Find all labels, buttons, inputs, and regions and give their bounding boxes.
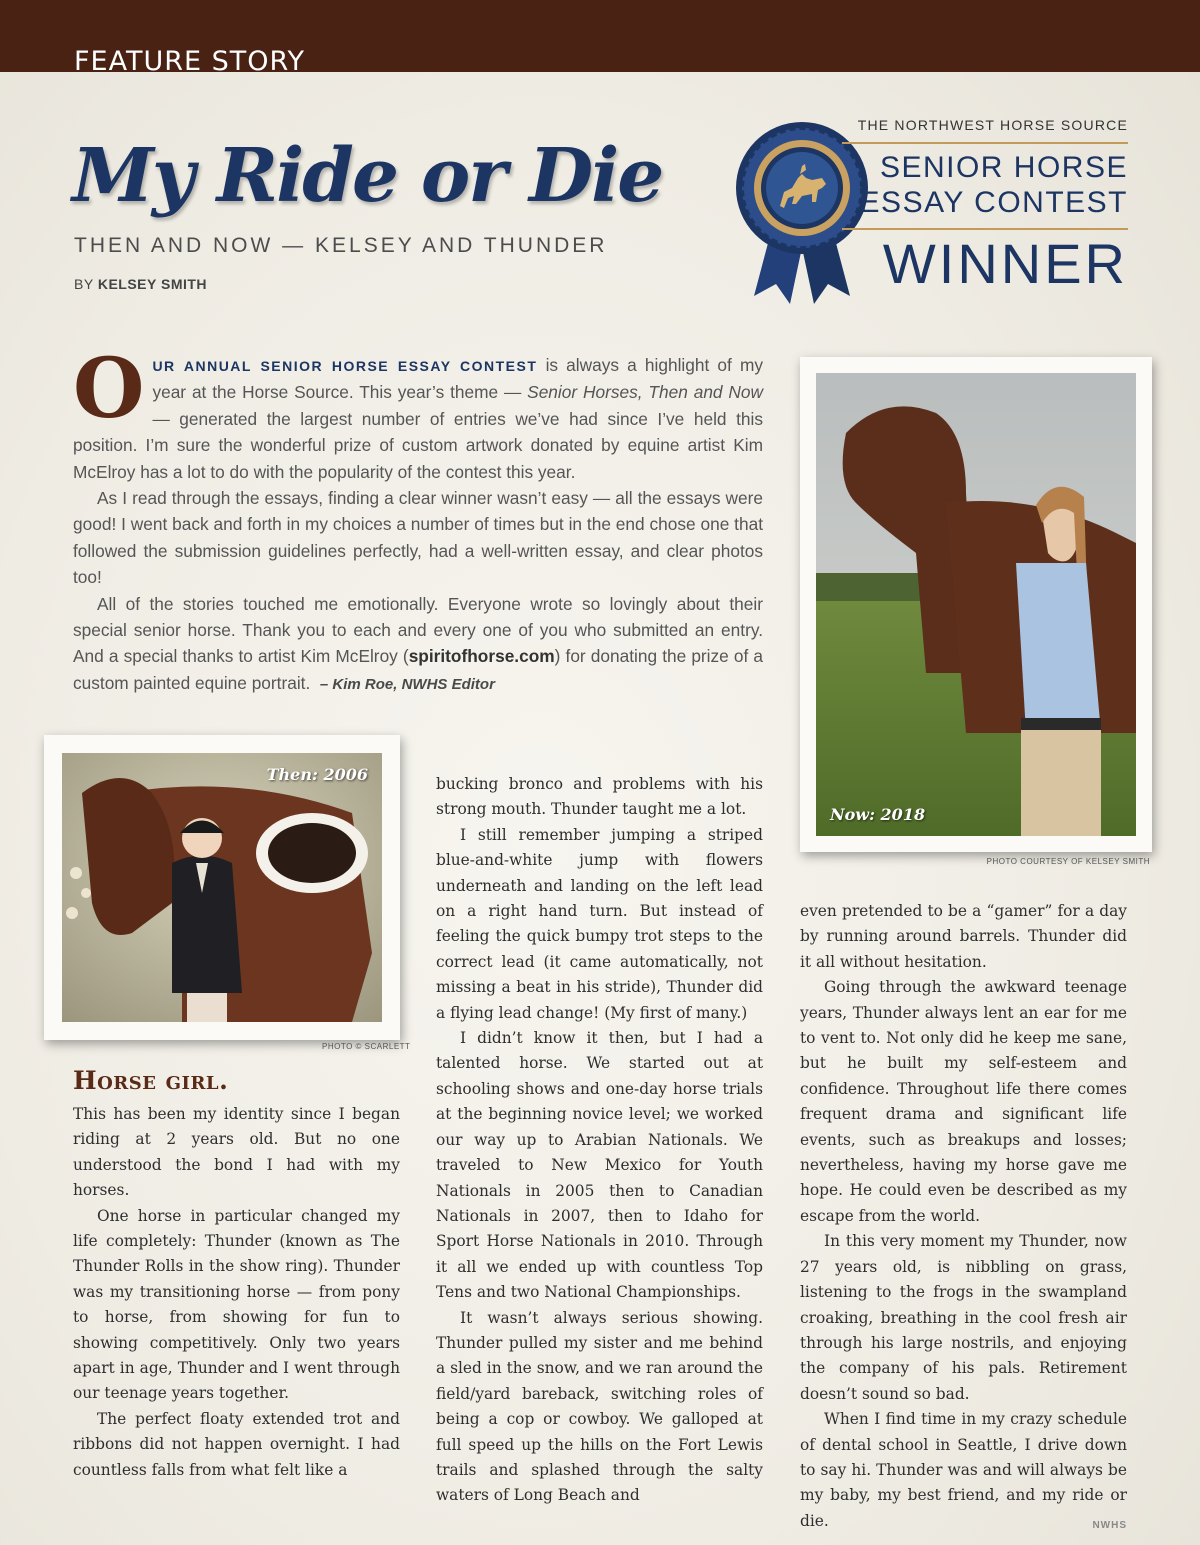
- website-link[interactable]: spiritofhorse.com: [408, 646, 555, 667]
- byline: [74, 276, 207, 292]
- photo-now-label: Now: 2018: [830, 805, 926, 824]
- badge-rule-top: [842, 142, 1128, 144]
- intro-text: All of the stories touched me emotionally. Everyone wrote so lovingly about their special senior horse. Thank you to each and every one of you who submitted an entry. And a special thanks to artist Kim McElroy (: [73, 593, 763, 667]
- intro-text: — generated the largest number of entries we’ve had since I’ve held this position. I’m sure the wonderful prize of custom artwork donated by equine artist Kim McElroy has a lot to do with the popularity of the contest this year.: [73, 408, 763, 482]
- section-subhead: Horse girl.: [73, 1066, 229, 1095]
- body-paragraph: In this very moment my Thunder, now 27 years old, is nibbling on grass, listening to the frogs in the swampland croaking, breathing in the cool fresh air through his large nostrils, and enjoying the company of his pals. Retirement doesn’t sound so bad.: [800, 1232, 1127, 1403]
- photo-now-frame: [800, 357, 1152, 852]
- body-paragraph: Going through the awkward teenage years, Thunder always lent an ear for me to vent to. Not only did he keep me sane, but he built my self-esteem and confidence. Throughout life there comes frequent drama and significant life events, such as breakups and losses; nevertheless, having my horse gave me hope. He could even be described as my escape from the world.: [800, 978, 1127, 1225]
- contest-theme: Senior Horses, Then and Now: [527, 382, 763, 403]
- intro-paragraph-1: [73, 341, 764, 485]
- body-paragraph: It wasn’t always serious showing. Thunder pulled my sister and me behind a sled in the snow, and we ran around the field/yard bareback, switching roles of being a cop or cowboy. We galloped at full speed up the hills on the Fort Lewis trails and splashed through the salty waters of Long Beach and: [436, 1308, 763, 1505]
- photo-then-image: [62, 753, 382, 1022]
- award-rosette-icon: [732, 118, 872, 308]
- badge-rule-bottom: [842, 228, 1128, 230]
- end-mark: NWHS: [1092, 1519, 1127, 1531]
- photo-then: [62, 753, 382, 1022]
- body-paragraph: This has been my identity since I began riding at 2 years old. But no one understood the bond I had with my horses.: [73, 1105, 400, 1200]
- intro-paragraph-2: As I read through the essays, finding a clear winner wasn’t easy — all the essays were good! I went back and forth in my choices a number of times but in the end chose one that followed the submission guidelines perfectly, had a well-written essay, and clear photos too!: [73, 488, 763, 588]
- body-paragraph: even pretended to be a “gamer” for a day by running around barrels. Thunder did it all without hesitation.: [800, 902, 1127, 971]
- photo-now-credit: PHOTO COURTESY OF KELSEY SMITH: [986, 857, 1150, 866]
- photo-then-frame: [44, 735, 400, 1040]
- byline-prefix: BY: [74, 276, 94, 292]
- editor-signature: – Kim Roe, NWHS Editor: [319, 675, 495, 693]
- body-column-3: [800, 899, 1127, 1538]
- photo-then-credit: PHOTO © SCARLETT: [322, 1042, 411, 1051]
- body-column-1: [73, 1102, 400, 1483]
- badge-winner: WINNER: [882, 232, 1128, 295]
- intro-text: ) for donating the prize of a custom painted equine portrait.: [73, 646, 764, 693]
- section-label: FEATURE STORY: [74, 46, 306, 77]
- editor-intro: [73, 341, 764, 698]
- body-paragraph: bucking bronco and problems with his strong mouth. Thunder taught me a lot.: [436, 775, 763, 819]
- body-paragraph: I still remember jumping a striped blue-and-white jump with flowers underneath and landing on the left lead on a right hand turn. But instead of feeling the quick bumpy trot steps to the correct lead (it came automatically, not missing a beat in his stride), Thunder did a flying lead change! (My first of many.): [436, 825, 763, 1022]
- article-subtitle: THEN AND NOW — KELSEY AND THUNDER: [74, 234, 608, 257]
- badge-contest-line2: ESSAY CONTEST: [859, 186, 1128, 219]
- body-column-2: [436, 772, 763, 1509]
- photo-then-label: Then: 2006: [266, 765, 368, 784]
- drop-cap: O: [73, 341, 145, 437]
- closing-text: When I find time in my crazy schedule of dental school in Seattle, I drive down to say hi. Thunder was and will always be my baby, my best friend, and my ride or die.: [800, 1410, 1127, 1530]
- body-paragraph: The perfect floaty extended trot and ribbons did not happen overnight. I had countless falls from what felt like a: [73, 1409, 400, 1479]
- byline-author: KELSEY SMITH: [97, 276, 208, 292]
- article-title: My Ride or Die: [72, 133, 663, 219]
- body-paragraph: I didn’t know it then, but I had a talented horse. We started out at schooling shows and one-day horse trials at the beginning novice level; we worked our way up to Arabian Nationals. We traveled to New Mexico for Youth Nationals in 2005 then to Canadian Nationals in 2007, then to Idaho for Sport Horse Nationals in 2010. Through it all we ended up with countless Top Tens and two National Championships.: [436, 1029, 763, 1302]
- badge-contest-line1: SENIOR HORSE: [879, 151, 1128, 184]
- intro-lead-caps: UR ANNUAL SENIOR HORSE ESSAY CONTEST: [152, 358, 538, 374]
- body-paragraph: [800, 1407, 1127, 1534]
- badge-source: THE NORTHWEST HORSE SOURCE: [857, 117, 1128, 133]
- intro-text: is always a highlight of my year at the Horse Source. This year’s theme —: [152, 355, 764, 403]
- photo-now: [816, 373, 1136, 836]
- photo-now-image: [816, 373, 1136, 836]
- body-paragraph: One horse in particular changed my life completely: Thunder (known as The Thunder Rolls in the show ring). Thunder was my transitioning horse — from pony to horse, from showing for fun to showing competitively. Only two years apart in age, Thunder and I went through our teenage years together.: [73, 1206, 400, 1403]
- intro-paragraph-3: [73, 591, 763, 699]
